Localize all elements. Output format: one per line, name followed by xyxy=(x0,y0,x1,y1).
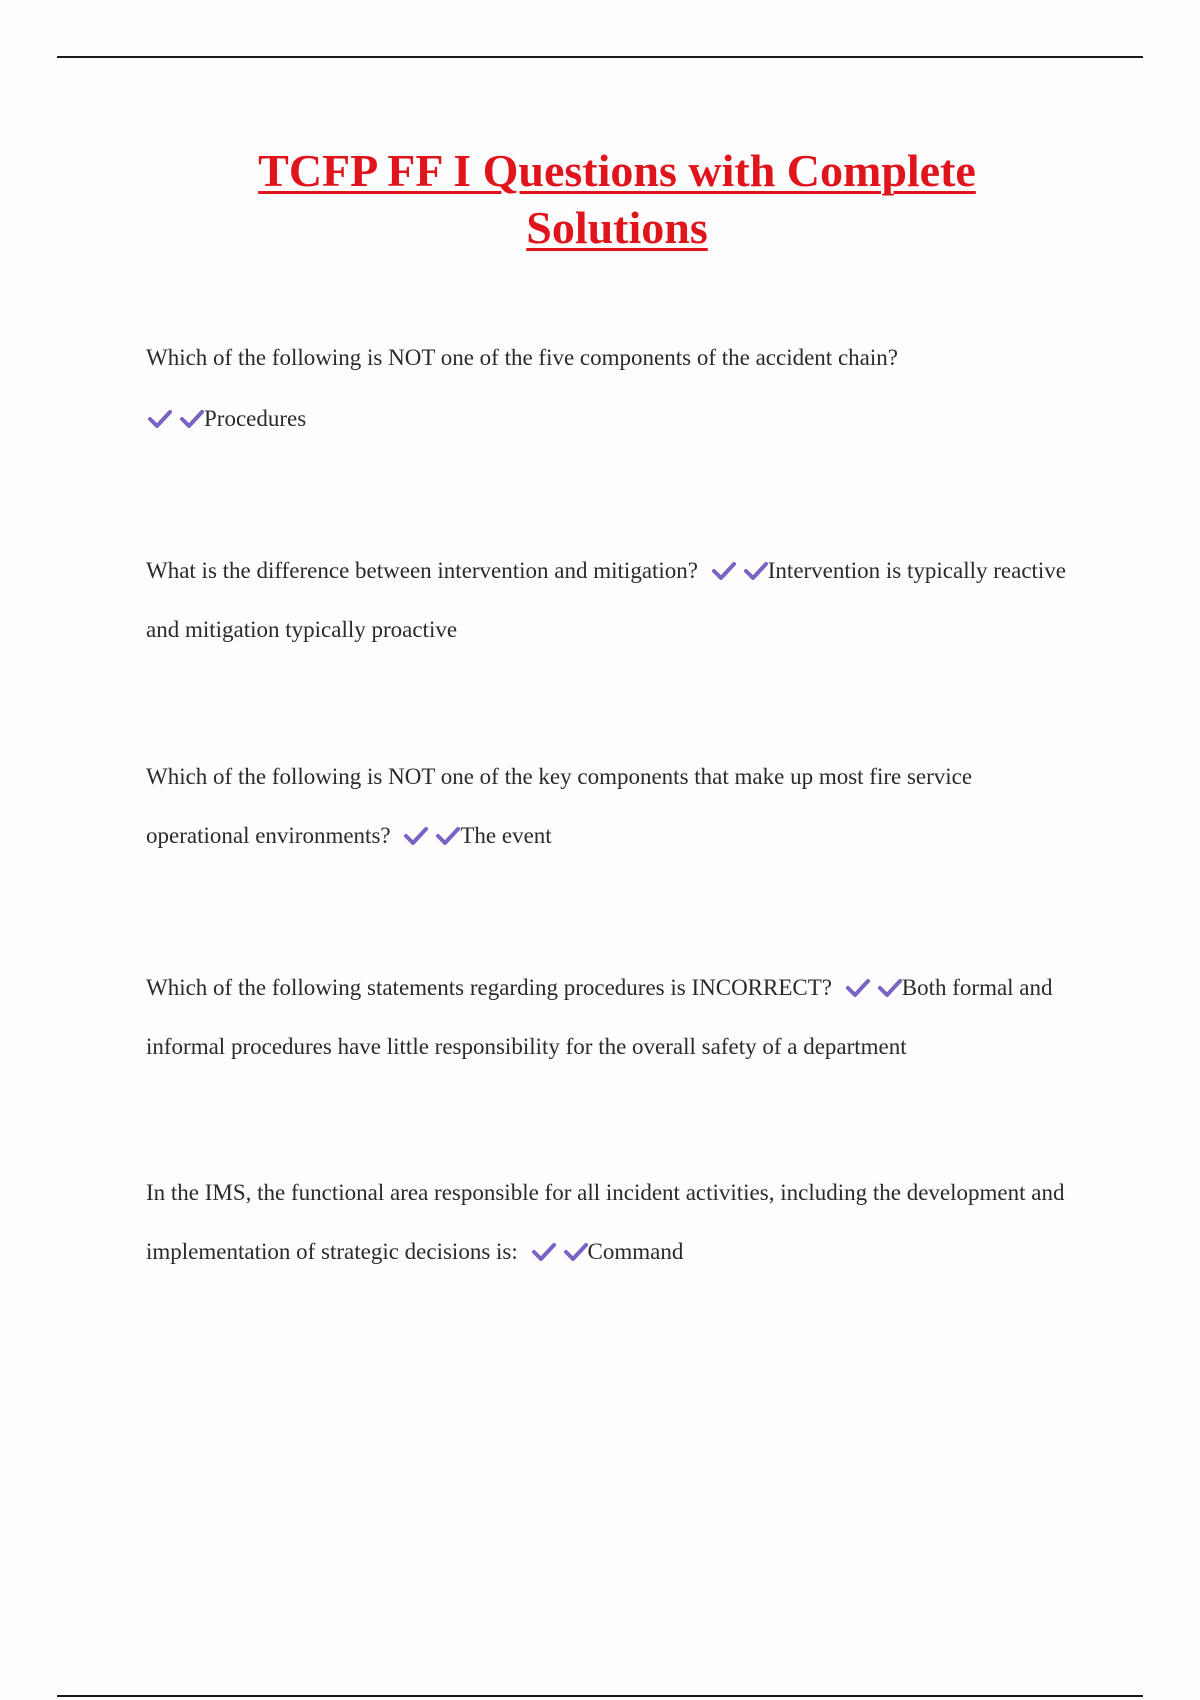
question-text: Which of the following is NOT one of the key components that make up most fire service operational environments? xyxy=(146,764,978,848)
footer-rule xyxy=(57,1695,1143,1697)
checkmark-icon xyxy=(846,978,870,998)
checkmark-icon xyxy=(148,409,172,429)
checkmark-icon xyxy=(744,561,768,581)
checkmark-icon xyxy=(404,826,428,846)
answer-text: Procedures xyxy=(204,406,307,431)
question-text: In the IMS, the functional area responsible for all incident activities, including the development and implementation of strategic decisions is: xyxy=(146,1180,1071,1264)
checkmark-icon xyxy=(436,826,460,846)
answer-text: The event xyxy=(460,823,552,848)
qa-item xyxy=(146,747,1076,865)
title-line-2: Solutions xyxy=(526,202,708,253)
question-text: What is the difference between intervention and mitigation? xyxy=(146,558,699,583)
checkmark-icon xyxy=(180,409,204,429)
question-text: Which of the following statements regarding procedures is INCORRECT? xyxy=(146,975,833,1000)
question-text: Which of the following is NOT one of the five components of the accident chain? xyxy=(146,345,898,370)
qa-item xyxy=(146,328,1076,448)
answer-text: Intervention is typically reactive and mitigation typically proactive xyxy=(146,558,1072,642)
answer-line xyxy=(146,389,1076,448)
answer-text: Both formal and informal procedures have little responsibility for the overall safety of a department xyxy=(146,975,1059,1059)
checkmark-icon xyxy=(532,1242,556,1262)
qa-item xyxy=(146,1163,1076,1281)
answer-text: Command xyxy=(587,1239,684,1264)
checkmark-icon xyxy=(564,1242,588,1262)
qa-item xyxy=(146,541,1076,659)
document-title xyxy=(0,142,1200,256)
title-line-1: TCFP FF I Questions with Complete xyxy=(258,145,976,196)
checkmark-icon xyxy=(712,561,736,581)
qa-item xyxy=(146,958,1076,1076)
checkmark-icon xyxy=(878,978,902,998)
header-rule xyxy=(57,56,1143,58)
